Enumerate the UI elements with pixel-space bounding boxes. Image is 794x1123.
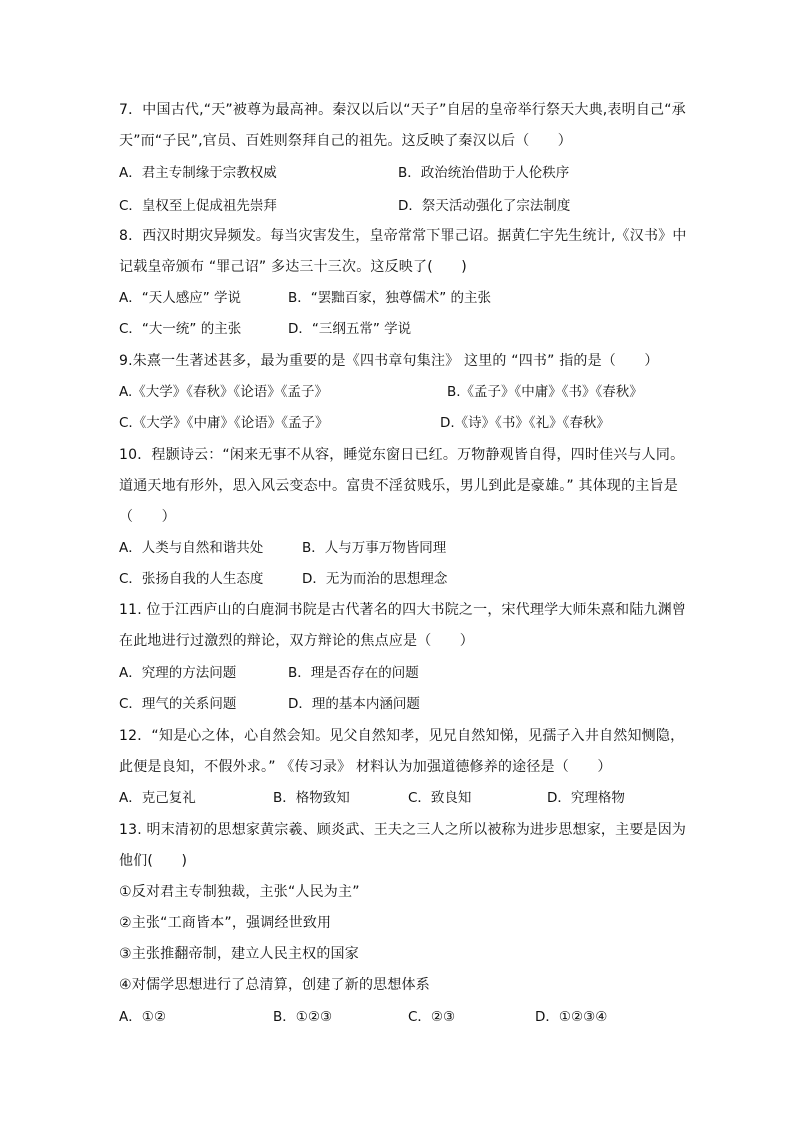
- q11-stem-line2: 在此地进行过激烈的辩论，双方辩论的焦点应是（ ）: [119, 633, 474, 649]
- q8-option-b: B．“罢黜百家，独尊儒术” 的主张: [288, 290, 492, 306]
- q13-option-d: D．①②③④: [535, 1009, 608, 1025]
- q12-stem-line2: 此便是良知，不假外求。” 《传习录》 材料认为加强道德修养的途径是（ ）: [119, 759, 612, 775]
- q9-option-c: C.《大学》《中庸》《论语》《孟子》: [119, 415, 329, 431]
- q8-stem-line1: 8．西汉时期灾异频发。每当灾害发生，皇帝常常下罪己诏。据黄仁宇先生统计,《汉书》中: [119, 228, 687, 244]
- q10-option-d: D．无为而治的思想理念: [302, 571, 448, 587]
- q13-statement-2: ②主张“工商皆本”，强调经世致用: [119, 915, 332, 931]
- q7-stem-line1: 7．中国古代,“天”被尊为最高神。秦汉以后以“天子”自居的皇帝举行祭天大典,表明自己“承: [119, 102, 686, 118]
- q12-option-d: D．究理格物: [547, 790, 625, 806]
- q8-option-a: A．“天人感应” 学说: [119, 290, 242, 306]
- q13-statement-1: ①反对君主专制独裁，主张“人民为主”: [119, 884, 360, 900]
- q13-option-c: C．②③: [408, 1009, 456, 1025]
- q12-stem-line1: 12．“知是心之体，心自然会知。见父自然知孝，见兄自然知悌，见孺子入井自然知恻隐，: [119, 728, 685, 744]
- q8-option-c: C．“大一统” 的主张: [119, 321, 242, 337]
- q11-stem-line1: 11. 位于江西庐山的白鹿洞书院是古代著名的四大书院之一，宋代理学大师朱熹和陆九渊曾: [119, 602, 687, 618]
- q11-option-a: A．究理的方法问题: [119, 665, 237, 681]
- q13-statement-3: ③主张推翻帝制，建立人民主权的国家: [119, 946, 359, 962]
- q9-option-d: D.《诗》《书》《礼》《春秋》: [440, 415, 610, 431]
- q13-option-b: B．①②③: [273, 1009, 333, 1025]
- q7-option-b: B．政治统治借助于人伦秩序: [398, 165, 570, 181]
- q8-stem-line2: 记载皇帝颁布 “罪己诏” 多达三十三次。这反映了( ): [119, 259, 467, 275]
- q13-statement-4: ④对儒学思想进行了总清算，创建了新的思想体系: [119, 977, 430, 993]
- q12-option-b: B．格物致知: [273, 790, 350, 806]
- q10-stem-line1: 10．程颢诗云：“闲来无事不从容，睡觉东窗日已红。万物静观皆自得，四时佳兴与人同。: [119, 447, 685, 463]
- q7-option-d: D．祭天活动强化了宗法制度: [398, 198, 571, 214]
- q7-stem-line2: 天”而“子民”,官员、百姓则祭拜自己的祖先。这反映了秦汉以后（ ）: [119, 133, 573, 149]
- q11-option-b: B．理是否存在的问题: [288, 665, 419, 681]
- q7-option-a: A．君主专制缘于宗教权威: [119, 165, 277, 181]
- q10-stem-line3: （ ）: [119, 509, 176, 525]
- q7-option-c: C．皇权至上促成祖先崇拜: [119, 198, 277, 214]
- q10-stem-line2: 道通天地有形外，思入风云变态中。富贵不淫贫贱乐，男儿到此是豪雄。” 其体现的主旨是: [119, 478, 678, 494]
- q10-option-b: B．人与万事万物皆同理: [302, 540, 447, 556]
- q9-stem-line1: 9.朱熹一生著述甚多，最为重要的是《四书章句集注》 这里的 “四书” 指的是（ ）: [119, 353, 659, 369]
- q13-stem-line2: 他们( ): [119, 853, 188, 869]
- q11-option-d: D．理的基本内涵问题: [288, 696, 420, 712]
- q10-option-a: A．人类与自然和谐共处: [119, 540, 264, 556]
- q13-option-a: A．①②: [119, 1009, 166, 1025]
- q13-stem-line1: 13. 明末清初的思想家黄宗羲、顾炎武、王夫之三人之所以被称为进步思想家，主要是因为: [119, 822, 687, 838]
- q9-option-b: B.《孟子》《中庸》《书》《春秋》: [447, 384, 643, 400]
- q8-option-d: D．“三纲五常” 学说: [288, 321, 412, 337]
- q11-option-c: C．理气的关系问题: [119, 696, 237, 712]
- q9-option-a: A.《大学》《春秋》《论语》《孟子》: [119, 384, 329, 400]
- q10-option-c: C．张扬自我的人生态度: [119, 571, 264, 587]
- q12-option-c: C．致良知: [408, 790, 472, 806]
- q12-option-a: A．克己复礼: [119, 790, 196, 806]
